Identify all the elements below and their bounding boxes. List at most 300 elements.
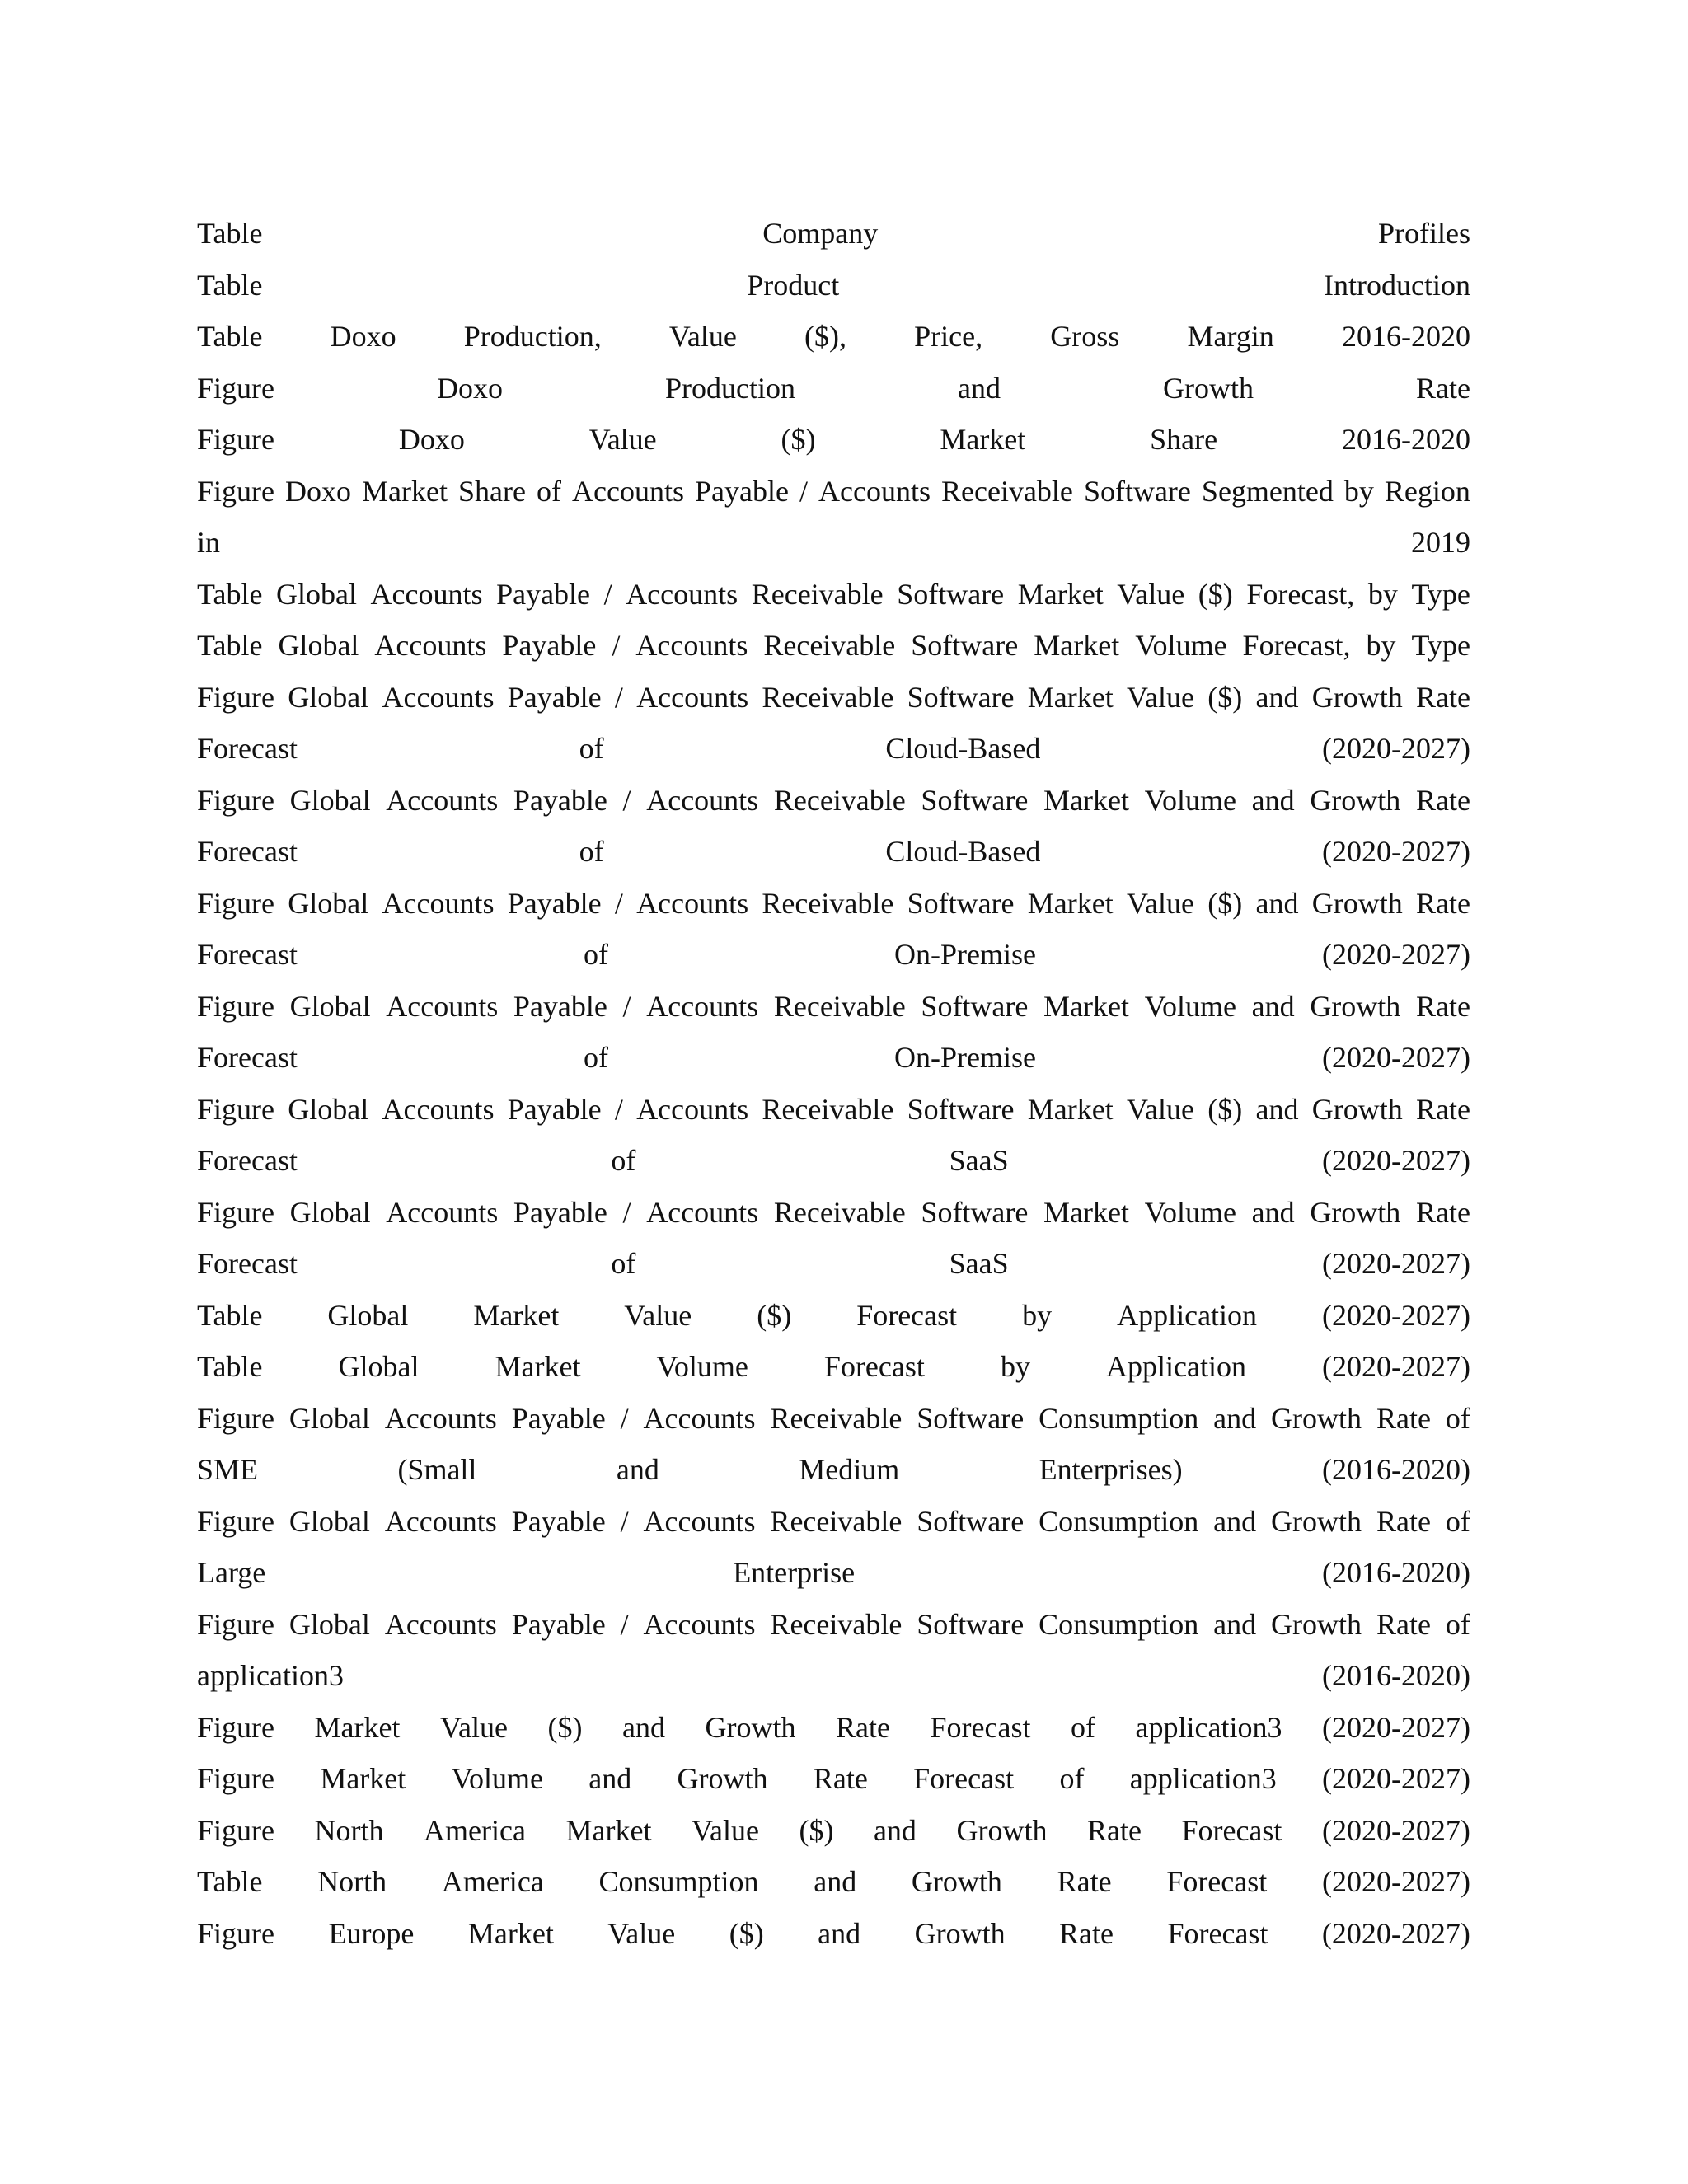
list-line <box>197 1290 1470 1342</box>
line-word: Cloud-Based <box>885 835 1041 868</box>
line-word: Global <box>289 783 371 817</box>
line-word: Value <box>668 320 737 353</box>
line-word: Accounts <box>384 1504 497 1538</box>
line-word: Value <box>1127 1092 1194 1126</box>
line-word: SaaS <box>949 1144 1009 1177</box>
line-word: (Small <box>397 1453 477 1486</box>
line-word: Receivable <box>770 1504 903 1538</box>
line-word: Accounts <box>646 783 759 817</box>
line-word: Company <box>762 217 879 250</box>
line-word: Forecast <box>197 732 298 765</box>
line-word: Market <box>940 423 1026 456</box>
line-word: Profiles <box>1378 217 1470 250</box>
line-word: Rate <box>1376 1504 1431 1538</box>
line-word: Accounts <box>384 1607 497 1641</box>
line-word: ($) <box>547 1710 583 1744</box>
line-word: Rate <box>836 1710 890 1744</box>
line-word: Forecast <box>856 1298 958 1332</box>
line-word: Figure <box>197 474 274 508</box>
line-word: Accounts <box>384 1401 497 1435</box>
line-word: Software <box>907 886 1015 920</box>
line-word: Market <box>1027 886 1114 920</box>
line-word: Market <box>467 1916 554 1950</box>
line-word: Payable <box>513 783 607 817</box>
line-word: Figure <box>197 989 274 1023</box>
line-word: of <box>1059 1762 1085 1795</box>
line-word: ($), <box>804 320 847 353</box>
line-word: Doxo <box>330 320 396 353</box>
list-line <box>197 1856 1470 1908</box>
line-word: Accounts <box>646 1195 759 1229</box>
figure-table-list <box>197 208 1470 1959</box>
line-word: of <box>611 1144 636 1177</box>
line-word: Accounts <box>636 886 749 920</box>
line-word: of <box>584 1041 608 1074</box>
list-line <box>197 1444 1470 1496</box>
list-line <box>197 260 1470 312</box>
list-line <box>197 1187 1470 1239</box>
line-word: SaaS <box>949 1247 1009 1280</box>
line-word: North <box>314 1813 384 1847</box>
line-word: Doxo <box>398 423 465 456</box>
line-word: Doxo <box>285 474 352 508</box>
list-line <box>197 826 1470 878</box>
line-word: Rate <box>1086 1813 1142 1847</box>
line-word: SME <box>197 1453 259 1486</box>
line-word: of <box>579 835 604 868</box>
line-word: Growth <box>1162 371 1254 405</box>
line-word: Production <box>665 371 795 405</box>
line-word: Receivable <box>762 680 894 714</box>
line-word: Accounts <box>374 629 487 662</box>
line-word: 2016-2020 <box>1341 320 1470 353</box>
line-word: Forecast, <box>1242 629 1351 662</box>
list-line <box>197 1238 1470 1290</box>
line-word: Figure <box>197 371 274 405</box>
line-word: Value <box>440 1710 508 1744</box>
list-line <box>197 620 1470 672</box>
line-word: Market <box>1043 989 1130 1023</box>
line-word: Accounts <box>818 474 931 508</box>
line-word: Rate <box>1057 1865 1112 1898</box>
line-word: and <box>616 1453 659 1486</box>
line-word: of <box>579 732 604 765</box>
line-word: Accounts <box>386 783 499 817</box>
line-word: ($) <box>729 1916 764 1950</box>
line-word: and <box>1213 1504 1257 1538</box>
line-word: Growth <box>1310 783 1401 817</box>
line-word: Consumption <box>1039 1607 1199 1641</box>
line-word: Rate <box>1415 371 1470 405</box>
line-word: ($) <box>1207 886 1243 920</box>
line-word: Receivable <box>763 629 896 662</box>
list-line <box>197 414 1470 466</box>
line-word: (2020-2027) <box>1322 1350 1470 1383</box>
line-word: (2020-2027) <box>1322 1762 1470 1795</box>
line-word: Segmented <box>1201 474 1334 508</box>
line-word: Growth <box>1310 989 1401 1023</box>
line-word: Figure <box>197 1916 274 1950</box>
line-word: Forecast <box>913 1762 1015 1795</box>
line-word: Value <box>624 1298 692 1332</box>
line-word: Volume <box>656 1350 748 1383</box>
list-line <box>197 466 1470 518</box>
list-line <box>197 311 1470 363</box>
line-word: Table <box>197 320 263 353</box>
line-word: Application <box>1117 1298 1258 1332</box>
line-word: Table <box>197 629 263 662</box>
line-word: Payable <box>502 629 597 662</box>
line-word: Consumption <box>598 1865 759 1898</box>
line-word: Rate <box>1059 1916 1114 1950</box>
line-word: Rate <box>1415 1195 1470 1229</box>
line-word: Type <box>1411 577 1470 611</box>
line-word: North <box>317 1865 387 1898</box>
line-word: Accounts <box>636 680 749 714</box>
list-line <box>197 1599 1470 1651</box>
line-word: Software <box>1083 474 1191 508</box>
line-word: Receivable <box>941 474 1073 508</box>
line-word: Market <box>314 1710 401 1744</box>
line-word: Software <box>917 1504 1025 1538</box>
line-word: Volume <box>1135 629 1227 662</box>
line-word: Market <box>1027 680 1114 714</box>
line-word: Payable <box>507 1092 602 1126</box>
line-word: Doxo <box>437 371 503 405</box>
line-word: of <box>1445 1607 1470 1641</box>
line-word: of <box>1445 1504 1470 1538</box>
line-word: Market <box>1027 1092 1114 1126</box>
line-word: Software <box>911 629 1019 662</box>
line-word: Growth <box>677 1762 768 1795</box>
line-word: Forecast <box>197 1144 298 1177</box>
line-word: Global <box>289 989 371 1023</box>
line-word: Region <box>1384 474 1470 508</box>
line-word: Rate <box>1376 1401 1431 1435</box>
line-word: / <box>614 1092 623 1126</box>
line-word: and <box>818 1916 861 1950</box>
line-word: Forecast <box>197 938 298 971</box>
line-word: by <box>1343 474 1374 508</box>
list-line <box>197 929 1470 981</box>
line-word: of <box>537 474 561 508</box>
line-word: Accounts <box>626 577 738 611</box>
line-word: and <box>814 1865 857 1898</box>
list-line <box>197 1547 1470 1599</box>
line-word: Growth <box>1311 1092 1403 1126</box>
line-word: Volume <box>1144 1195 1237 1229</box>
line-word: 2019 <box>1411 526 1470 559</box>
line-word: Rate <box>813 1762 868 1795</box>
list-line <box>197 723 1470 775</box>
line-word: Figure <box>197 1092 274 1126</box>
line-word: by <box>1022 1298 1053 1332</box>
line-word: America <box>424 1813 526 1847</box>
line-word: of <box>1445 1401 1470 1435</box>
line-word: ($) <box>757 1298 792 1332</box>
line-word: application3 <box>197 1659 344 1692</box>
line-word: Payable <box>513 1195 607 1229</box>
line-word: Figure <box>197 1195 274 1229</box>
line-word: ($) <box>1207 680 1243 714</box>
line-word: Accounts <box>386 989 499 1023</box>
line-word: Payable <box>511 1401 606 1435</box>
line-word: Forecast <box>1166 1865 1268 1898</box>
line-word: (2020-2027) <box>1322 1041 1470 1074</box>
line-word: of <box>584 938 608 971</box>
line-word: / <box>614 886 623 920</box>
line-word: Figure <box>197 1710 274 1744</box>
list-line <box>197 1135 1470 1187</box>
line-word: by <box>1366 629 1396 662</box>
line-word: Rate <box>1415 783 1470 817</box>
line-word: Market <box>320 1762 406 1795</box>
line-word: Table <box>197 1865 263 1898</box>
line-word: Forecast <box>1181 1813 1282 1847</box>
line-word: Europe <box>328 1916 415 1950</box>
line-word: Payable <box>507 886 602 920</box>
line-word: and <box>1255 680 1299 714</box>
line-word: Software <box>907 680 1015 714</box>
line-word: Table <box>197 217 263 250</box>
line-word: / <box>622 783 631 817</box>
line-word: Global <box>288 1401 370 1435</box>
line-word: and <box>1213 1607 1257 1641</box>
line-word: Production, <box>463 320 602 353</box>
line-word: Share <box>1150 423 1218 456</box>
line-word: Growth <box>1271 1401 1362 1435</box>
line-word: Introduction <box>1324 268 1470 302</box>
line-word: (2016-2020) <box>1321 1453 1470 1486</box>
line-word: Forecast <box>197 835 298 868</box>
line-word: Enterprise <box>733 1556 856 1589</box>
line-word: Accounts <box>646 989 759 1023</box>
line-word: Market <box>1034 629 1120 662</box>
line-word: On-Premise <box>894 1041 1036 1074</box>
line-word: Payable <box>695 474 789 508</box>
line-word: Medium <box>799 1453 900 1486</box>
list-line <box>197 569 1470 621</box>
line-word: Value <box>691 1813 759 1847</box>
line-word: Type <box>1411 629 1470 662</box>
line-word: Figure <box>197 1607 274 1641</box>
line-word: Growth <box>1311 680 1403 714</box>
list-line <box>197 1496 1470 1548</box>
line-word: ($) <box>799 1813 834 1847</box>
line-word: Figure <box>197 680 274 714</box>
line-word: Payable <box>513 989 607 1023</box>
line-word: (2020-2027) <box>1321 1813 1470 1847</box>
list-line <box>197 1032 1470 1084</box>
line-word: Value <box>588 423 657 456</box>
line-word: Rate <box>1415 886 1470 920</box>
line-word: Consumption <box>1039 1401 1199 1435</box>
line-word: ($) <box>1198 577 1233 611</box>
line-word: Software <box>921 1195 1029 1229</box>
line-word: Receivable <box>773 783 906 817</box>
line-word: / <box>622 989 631 1023</box>
line-word: / <box>620 1401 629 1435</box>
line-word: Receivable <box>762 886 894 920</box>
line-word: Enterprises) <box>1039 1453 1183 1486</box>
line-word: Payable <box>511 1607 606 1641</box>
line-word: Receivable <box>773 989 906 1023</box>
line-word: Software <box>897 577 1005 611</box>
line-word: application3 <box>1129 1762 1277 1795</box>
line-word: (2020-2027) <box>1322 1247 1470 1280</box>
line-word: On-Premise <box>894 938 1036 971</box>
line-word: (2020-2027) <box>1322 1144 1470 1177</box>
line-word: and <box>588 1762 632 1795</box>
line-word: (2020-2027) <box>1322 732 1470 765</box>
line-word: and <box>1255 1092 1299 1126</box>
list-line <box>197 1805 1470 1857</box>
line-word: (2020-2027) <box>1322 1298 1470 1332</box>
line-word: Cloud-Based <box>885 732 1041 765</box>
line-word: Global <box>289 1195 371 1229</box>
line-word: Global <box>276 577 357 611</box>
line-word: Receivable <box>762 1092 894 1126</box>
line-word: and <box>1251 989 1295 1023</box>
line-word: / <box>603 577 612 611</box>
line-word: Market <box>1017 577 1104 611</box>
line-word: Rate <box>1376 1607 1431 1641</box>
line-word: (2016-2020) <box>1322 1659 1470 1692</box>
line-word: 2016-2020 <box>1341 423 1470 456</box>
line-word: Global <box>288 1504 370 1538</box>
line-word: Global <box>327 1298 409 1332</box>
line-word: Margin <box>1187 320 1274 353</box>
line-word: / <box>612 629 621 662</box>
line-word: (2020-2027) <box>1321 1916 1470 1950</box>
line-word: Growth <box>1271 1504 1362 1538</box>
line-word: (2016-2020) <box>1322 1556 1470 1589</box>
line-word: Figure <box>197 423 274 456</box>
line-word: Software <box>921 783 1029 817</box>
line-word: / <box>799 474 808 508</box>
line-word: Accounts <box>635 629 748 662</box>
list-line <box>197 981 1470 1033</box>
line-word: Table <box>197 268 263 302</box>
line-word: Rate <box>1415 1092 1470 1126</box>
line-word: Software <box>917 1401 1025 1435</box>
line-word: Receivable <box>773 1195 906 1229</box>
line-word: America <box>441 1865 544 1898</box>
line-word: Accounts <box>382 1092 495 1126</box>
line-word: Value <box>607 1916 676 1950</box>
list-line <box>197 1650 1470 1702</box>
line-word: Market <box>362 474 448 508</box>
line-word: and <box>958 371 1001 405</box>
line-word: Value <box>1117 577 1185 611</box>
line-word: Growth <box>1271 1607 1362 1641</box>
list-line <box>197 1393 1470 1445</box>
line-word: Market <box>1043 1195 1130 1229</box>
line-word: / <box>620 1607 629 1641</box>
list-line <box>197 1084 1470 1136</box>
line-word: Figure <box>197 1401 274 1435</box>
line-word: Volume <box>1144 989 1237 1023</box>
list-line <box>197 363 1470 415</box>
line-word: Payable <box>511 1504 606 1538</box>
line-word: Table <box>197 577 263 611</box>
list-line <box>197 878 1470 930</box>
list-line <box>197 1702 1470 1754</box>
line-word: Growth <box>1311 886 1403 920</box>
line-word: Accounts <box>572 474 684 508</box>
line-word: Receivable <box>751 577 884 611</box>
list-line <box>197 1341 1470 1393</box>
line-word: application3 <box>1135 1710 1282 1744</box>
line-word: and <box>1213 1401 1257 1435</box>
line-word: Accounts <box>386 1195 499 1229</box>
line-word: Growth <box>1310 1195 1401 1229</box>
line-word: Global <box>338 1350 420 1383</box>
line-word: Price, <box>914 320 983 353</box>
line-word: Forecast <box>930 1710 1031 1744</box>
line-word: Table <box>197 1298 263 1332</box>
line-word: Forecast, <box>1246 577 1355 611</box>
line-word: Forecast <box>197 1247 298 1280</box>
line-word: Payable <box>496 577 591 611</box>
line-word: Market <box>473 1298 560 1332</box>
list-line <box>197 208 1470 260</box>
list-line <box>197 775 1470 827</box>
line-word: (2020-2027) <box>1322 938 1470 971</box>
line-word: Figure <box>197 1762 274 1795</box>
line-word: Accounts <box>382 680 495 714</box>
line-word: Product <box>747 268 840 302</box>
line-word: Accounts <box>643 1504 756 1538</box>
line-word: Figure <box>197 886 274 920</box>
line-word: Gross <box>1050 320 1120 353</box>
line-word: Market <box>565 1813 652 1847</box>
line-word: Growth <box>911 1865 1002 1898</box>
line-word: and <box>873 1813 917 1847</box>
line-word: Volume <box>1144 783 1237 817</box>
line-word: Accounts <box>382 886 495 920</box>
line-word: Value <box>1127 680 1194 714</box>
line-word: and <box>621 1710 665 1744</box>
line-word: Growth <box>956 1813 1048 1847</box>
line-word: Software <box>907 1092 1015 1126</box>
line-word: Global <box>288 680 369 714</box>
line-word: (2020-2027) <box>1321 1865 1470 1898</box>
line-word: ($) <box>1207 1092 1243 1126</box>
line-word: Global <box>288 1607 370 1641</box>
line-word: Consumption <box>1039 1504 1199 1538</box>
list-line <box>197 1908 1470 1960</box>
line-word: Payable <box>507 680 602 714</box>
list-line <box>197 517 1470 569</box>
line-word: Figure <box>197 1813 274 1847</box>
line-word: Growth <box>705 1710 796 1744</box>
line-word: Global <box>278 629 359 662</box>
line-word: Market <box>1043 783 1130 817</box>
line-word: Global <box>288 886 369 920</box>
line-word: Application <box>1105 1350 1246 1383</box>
line-word: and <box>1255 886 1299 920</box>
line-word: Software <box>921 989 1029 1023</box>
line-word: Receivable <box>770 1607 903 1641</box>
list-line <box>197 1753 1470 1805</box>
line-word: by <box>1367 577 1398 611</box>
line-word: Value <box>1127 886 1194 920</box>
line-word: Accounts <box>643 1607 756 1641</box>
line-word: / <box>620 1504 629 1538</box>
line-word: Forecast <box>823 1350 925 1383</box>
line-word: / <box>622 1195 631 1229</box>
